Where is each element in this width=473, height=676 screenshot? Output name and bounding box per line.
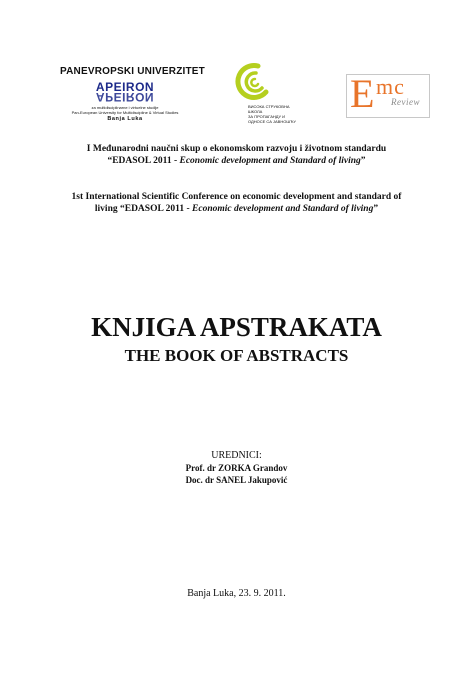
conference-title-local xyxy=(0,143,473,167)
school-logo xyxy=(228,62,298,128)
emc-letter-e: E xyxy=(350,71,375,116)
school-name-line: ВИСОКА СТРУКОВНА ШКОЛА xyxy=(248,104,290,114)
apeiron-wordmark-reflection: APEIRON xyxy=(95,90,155,104)
book-title: KNJIGA APSTRAKATA xyxy=(91,312,382,342)
school-name-line: ЗА ПРОПАГАНДУ И xyxy=(248,114,286,119)
quote-mark: ” xyxy=(373,204,379,214)
school-name-line: ОДНОСЕ СА ЈАВНОШЋУ xyxy=(248,119,296,124)
conference-line xyxy=(0,155,473,167)
university-tagline-local: za multidisciplinarne i virtuelne studije xyxy=(91,105,159,110)
conference-line: 1st International Scientific Conference on economic development and standard of xyxy=(71,192,402,202)
conference-theme: Economic development and Standard of living xyxy=(192,204,374,214)
emc-review-logo xyxy=(346,71,430,118)
green-swirl-icon xyxy=(232,62,272,104)
university-city: Banja Luka xyxy=(107,116,143,122)
conference-line xyxy=(0,203,473,215)
editor-name: Doc. dr SANEL Jakupović xyxy=(185,475,288,485)
editor-name: Prof. dr ZORKA Grandov xyxy=(185,463,288,473)
university-logo xyxy=(60,66,205,126)
university-name: PANEVROPSKI UNIVERZITET xyxy=(60,66,205,77)
conference-acronym: “EDASOL 2011 - xyxy=(107,156,180,166)
editors-heading: UREDNICI: xyxy=(211,450,262,461)
conference-title-en xyxy=(0,191,473,215)
editors-block xyxy=(0,449,473,486)
school-name xyxy=(228,104,298,124)
book-subtitle: THE BOOK OF ABSTRACTS xyxy=(124,346,349,365)
apeiron-wordmark: APEIRON xyxy=(95,80,155,94)
conference-acronym: living “EDASOL 2011 - xyxy=(94,204,193,214)
conference-theme: Economic development and Standard of living xyxy=(179,156,361,166)
quote-mark: ” xyxy=(360,156,366,166)
emc-letters-mc: mc xyxy=(376,74,405,99)
place-date: Banja Luka, 23. 9. 2011. xyxy=(187,588,286,599)
emc-review-label: Review xyxy=(391,97,420,107)
university-tagline-en: Pan-European University for Multidiscipline & Virtual Studies xyxy=(71,110,179,115)
conference-line: I Međunarodni naučni skup o ekonomskom razvoju i životnom standardu xyxy=(86,144,387,154)
